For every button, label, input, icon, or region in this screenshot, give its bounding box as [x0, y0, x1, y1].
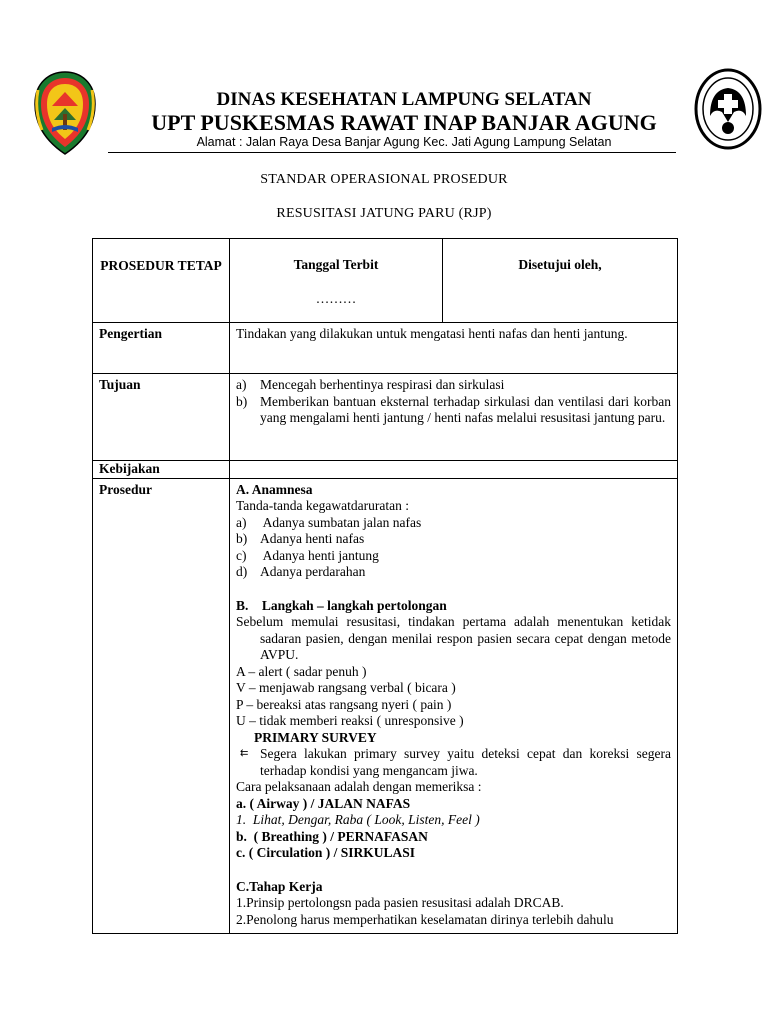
kebijakan-text — [230, 461, 678, 479]
list-item — [236, 531, 671, 548]
agency-name: DINAS KESEHATAN LAMPUNG SELATAN — [216, 89, 592, 110]
prosedur-content — [230, 478, 678, 933]
kebijakan-label: Kebijakan — [93, 461, 230, 479]
table-header-row — [93, 239, 678, 323]
tujuan-content — [230, 374, 678, 461]
prosedur-label: Prosedur — [93, 478, 230, 933]
list-text: Adanya henti nafas — [260, 531, 365, 546]
disetujui-oleh-label: Disetujui oleh, — [518, 257, 602, 272]
list-item — [236, 515, 671, 532]
cara-pelaksanaan: Cara pelaksanaan adalah dengan memeriksa : — [236, 779, 482, 794]
list-item — [236, 394, 671, 427]
tujuan-row — [93, 374, 678, 461]
pengertian-label: Pengertian — [93, 323, 230, 374]
airway-heading: a. ( Airway ) / JALAN NAFAS — [236, 795, 411, 811]
list-item — [236, 377, 671, 394]
disetujui-oleh-cell — [443, 239, 678, 323]
list-item — [236, 564, 671, 581]
tujuan-label: Tujuan — [93, 374, 230, 461]
prosedur-tetap-cell — [93, 239, 230, 323]
list-marker: d) — [236, 564, 248, 579]
primary-survey-text: Segera lakukan primary survey yaitu deteksi cepat dan koreksi segera terhadap kondisi yang mengancam jiwa. — [260, 746, 671, 778]
circulation-heading: c. ( Circulation ) / SIRKULASI — [236, 845, 416, 860]
institution-address: Alamat : Jalan Raya Desa Banjar Agung Kec. Jati Agung Lampung Selatan — [196, 135, 612, 149]
pengertian-text: Tindakan yang dilakukan untuk mengatasi henti nafas dan henti jantung. — [230, 323, 678, 374]
tahap-kerja-item: 2.Penolong harus memperhatikan keselamatan dirinya terlebih dahulu — [236, 911, 614, 927]
list-text: Adanya henti jantung — [260, 547, 379, 563]
section-a-intro: Tanda-tanda kegawatdaruratan : — [236, 498, 409, 513]
breathing-heading: b. ( Breathing ) / PERNAFASAN — [236, 828, 428, 844]
avpu-item: V – menjawab rangsang verbal ( bicara ) — [236, 680, 456, 695]
list-marker: a) — [236, 514, 247, 530]
arrow-bullet-icon: ⇇ — [240, 748, 249, 759]
section-b-title: B. Langkah – langkah pertolongan — [236, 597, 447, 613]
list-text: Adanya sumbatan jalan nafas — [260, 514, 422, 530]
tahap-kerja-item: 1.Prinsip pertolongsn pada pasien resusitasi adalah DRCAB. — [236, 895, 564, 910]
pengertian-row — [93, 323, 678, 374]
kebijakan-row — [93, 461, 678, 479]
document-subtitle: RESUSITASI JATUNG PARU (RJP) — [276, 206, 492, 221]
tanggal-terbit-value: ……… — [315, 290, 357, 306]
list-marker: b) — [236, 531, 248, 546]
list-text: Adanya perdarahan — [260, 564, 366, 579]
list-marker: b) — [236, 393, 248, 409]
list-text: Memberikan bantuan eksternal terhadap sirkulasi dan ventilasi dari korban yang mengalami henti jantung / henti nafas melalui resusitasi jantung paru. — [260, 393, 671, 425]
tanggal-terbit-cell — [230, 239, 443, 323]
primary-survey-item — [236, 746, 671, 779]
sop-table — [92, 238, 678, 934]
list-text: Mencegah berhentinya respirasi dan sirkulasi — [260, 377, 505, 392]
section-c-title: C.Tahap Kerja — [236, 878, 323, 894]
tanggal-terbit-label: Tanggal Terbit — [293, 257, 379, 272]
document-title: STANDAR OPERASIONAL PROSEDUR — [260, 172, 508, 187]
section-a-title: A. Anamnesa — [236, 481, 313, 497]
prosedur-tetap-label: PROSEDUR TETAP — [100, 258, 222, 273]
list-marker: a) — [236, 377, 247, 392]
section-b-intro: Sebelum memulai resusitasi, tindakan pertama adalah menentukan ketidak sadaran pasien, dengan menilai respon pasien secara cepat dengan metode AVPU. — [236, 614, 671, 662]
primary-survey-title: PRIMARY SURVEY — [254, 729, 377, 745]
avpu-item: P – bereaksi atas rangsang nyeri ( pain ) — [236, 696, 452, 712]
list-marker: c) — [236, 547, 247, 563]
avpu-item: U – tidak memberi reaksi ( unresponsive ) — [236, 713, 464, 728]
list-item — [236, 548, 671, 565]
header-divider — [108, 152, 676, 153]
avpu-item: A – alert ( sadar penuh ) — [236, 663, 367, 679]
institution-name: UPT PUSKESMAS RAWAT INAP BANJAR AGUNG — [151, 110, 657, 135]
prosedur-row — [93, 478, 678, 933]
airway-step: 1. Lihat, Dengar, Raba ( Look, Listen, Feel ) — [236, 812, 480, 827]
